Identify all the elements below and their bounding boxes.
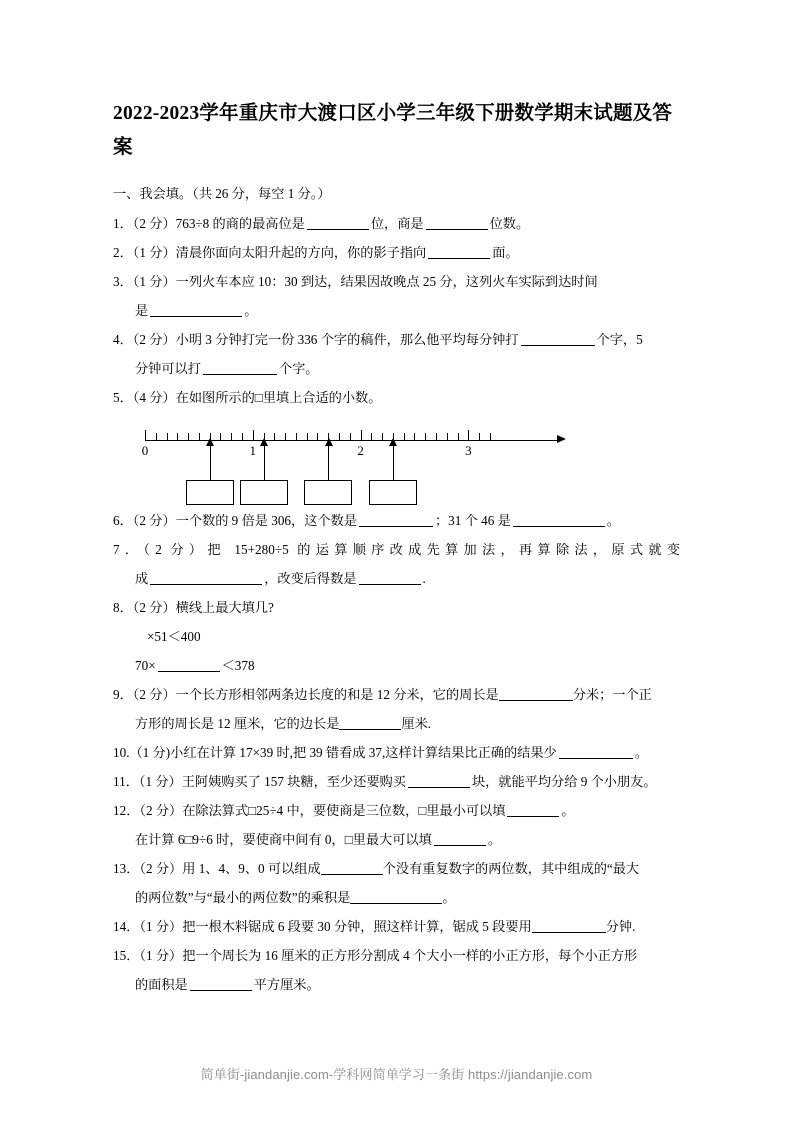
number-line-minor-tick (414, 433, 415, 441)
q10-blank-1[interactable] (559, 744, 633, 759)
page-content (113, 97, 680, 999)
q4-text-b: 个字，5 (596, 332, 643, 347)
q1-blank-1[interactable] (307, 215, 369, 230)
question-10-line-1 (113, 738, 680, 767)
q6-text-b: ；31 个 46 是 (434, 513, 511, 528)
question-7 (113, 535, 680, 593)
number-line-minor-tick (274, 433, 275, 441)
number-line-minor-tick (479, 433, 480, 441)
number-line-answer-box[interactable] (369, 480, 417, 505)
q12-text-b: 。 (561, 803, 575, 818)
q2-text-a: 2．（1 分）清晨你面向太阳升起的方向，你的影子指向 (113, 245, 427, 260)
page-title: 2022-2023学年重庆市大渡口区小学三年级下册数学期末试题及答案 (113, 103, 673, 158)
q4-blank-2[interactable] (203, 360, 277, 375)
question-15 (113, 941, 680, 999)
question-5 (113, 383, 680, 412)
question-9 (113, 680, 680, 738)
number-line-answer-box[interactable] (240, 480, 288, 505)
q1-text-b: 位，商是 (370, 216, 424, 231)
number-line-minor-tick (177, 433, 178, 441)
number-line-figure (113, 418, 680, 504)
number-line-answer-box[interactable] (186, 480, 234, 505)
q12-blank-1[interactable] (507, 802, 559, 817)
q3-text-b: 。 (244, 303, 258, 318)
question-3-line-2 (113, 296, 680, 325)
question-14-line-1 (113, 912, 680, 941)
question-13 (113, 854, 680, 912)
q10-text-b: 。 (634, 745, 648, 760)
q12-text-d: 。 (487, 832, 501, 847)
q13-text-c: 的两位数”与“最小的两位数”的乘积是 (135, 890, 351, 905)
q12-text-a: 12．（2 分）在除法算式□25÷4 中，要使商是三位数，□里最小可以填 (113, 803, 506, 818)
number-line-minor-tick (296, 433, 297, 441)
number-line-minor-tick (285, 433, 286, 441)
question-12-line-2 (113, 825, 680, 854)
q4-text-c: 分钟可以打 (135, 361, 201, 376)
q1-text-c: 位数。 (489, 216, 530, 231)
number-line-minor-tick (371, 433, 372, 441)
question-13-line-1 (113, 854, 680, 883)
question-1-line-1 (113, 209, 680, 238)
q4-blank-1[interactable] (521, 331, 595, 346)
q7-text-a: 成 (135, 571, 149, 586)
number-line-minor-tick (199, 433, 200, 441)
number-line-minor-tick (167, 433, 168, 441)
question-12-line-1 (113, 796, 680, 825)
q8-text-c: ＜378 (221, 658, 255, 673)
number-line-minor-tick (156, 433, 157, 441)
number-line-minor-tick (458, 433, 459, 441)
number-line-answer-box[interactable] (304, 480, 352, 505)
footer-watermark: 简单街-jiandanjie.com-学科网简单学习一条街 https://jiandanjie.com (200, 1067, 593, 1082)
question-5-line-1: 5．（4 分）在如图所示的□里填上合适的小数。 (113, 390, 382, 405)
q1-blank-2[interactable] (426, 215, 488, 230)
q11-blank-1[interactable] (408, 773, 470, 788)
q13-text-a: 13．（2 分）用 1、4、9、0 可以组成 (113, 861, 321, 876)
number-line-tick-label: 0 (141, 443, 149, 458)
q6-text-a: 6．（2 分）一个数的 9 倍是 306，这个数是 (113, 513, 357, 528)
number-line-minor-tick (317, 433, 318, 441)
q7-blank-1[interactable] (150, 570, 262, 585)
number-line-minor-tick (307, 433, 308, 441)
number-line-arrow-icon (264, 445, 265, 481)
q12-blank-2[interactable] (434, 831, 486, 846)
q9-blank-1[interactable] (499, 686, 573, 701)
q1-text-a: 1．（2 分）763÷8 的商的最高位是 (113, 216, 305, 231)
q13-text-b: 个没有重复数字的两位数，其中组成的“最大 (382, 861, 640, 876)
section-heading: 一、我会填。（共 26 分，每空 1 分。） (113, 186, 331, 201)
number-line-major-tick (468, 430, 469, 441)
q9-text-b: 分米；一个正 (572, 687, 652, 702)
q14-text-a: 14．（1 分）把一根木料锯成 6 段要 30 分钟，照这样计算，锯成 5 段要用 (113, 919, 532, 934)
number-line-minor-tick (350, 433, 351, 441)
number-line-arrowhead-icon (557, 435, 566, 443)
q12-text-c: 在计算 6□9÷6 时，要使商中间有 0，□里最大可以填 (135, 832, 432, 847)
q15-blank-1[interactable] (190, 976, 252, 991)
question-2 (113, 238, 680, 267)
question-9-line-1 (113, 680, 680, 709)
q6-blank-1[interactable] (359, 512, 433, 527)
q8-blank-1[interactable] (158, 657, 220, 672)
q6-blank-2[interactable] (513, 512, 605, 527)
question-4 (113, 325, 680, 383)
question-9-line-2 (113, 709, 680, 738)
q11-text-b: 块，就能平均分给 9 个小朋友。 (471, 774, 657, 789)
number-line-minor-tick (242, 433, 243, 441)
number-line-minor-tick (436, 433, 437, 441)
question-2-line-1 (113, 238, 680, 267)
q4-text-a: 4．（2 分）小明 3 分钟打完一份 336 个字的稿件，那么他平均每分钟打 (113, 332, 519, 347)
q15-text-a: 的面积是 (135, 977, 188, 992)
q9-text-d: 厘米. (401, 716, 432, 731)
q3-blank-1[interactable] (150, 302, 242, 317)
question-6 (113, 506, 680, 535)
number-line-tick-label: 3 (465, 443, 472, 458)
q14-blank-1[interactable] (532, 918, 606, 933)
number-line-arrow-icon (328, 445, 329, 481)
question-4-line-2 (113, 354, 680, 383)
number-line-minor-tick (447, 433, 448, 441)
number-line-minor-tick (490, 433, 491, 441)
question-8-line-2 (113, 622, 680, 651)
number-line-tick-label: 2 (357, 443, 364, 458)
number-line-tick-label: 1 (249, 443, 257, 458)
number-line-major-tick (361, 430, 362, 441)
number-line-major-tick (145, 430, 146, 441)
question-13-line-2 (113, 883, 680, 912)
question-11-line-1 (113, 767, 680, 796)
q13-blank-1[interactable] (321, 860, 383, 875)
question-7-line-2 (113, 564, 680, 593)
q13-blank-2[interactable] (350, 889, 442, 904)
question-8 (113, 593, 680, 680)
number-line-minor-tick (404, 433, 405, 441)
number-line-minor-tick (339, 433, 340, 441)
number-line-minor-tick (231, 433, 232, 441)
q2-text-b: 面。 (492, 245, 519, 260)
question-3 (113, 267, 680, 325)
q15-text-b: 平方厘米。 (253, 977, 320, 992)
q7-blank-2[interactable] (359, 570, 421, 585)
q9-blank-2[interactable] (339, 715, 401, 730)
number-line-minor-tick (188, 433, 189, 441)
question-6-line-1 (113, 506, 680, 535)
question-14 (113, 912, 680, 941)
question-12 (113, 796, 680, 854)
q9-text-c: 方形的周长是 12 厘米，它的边长是 (135, 716, 340, 731)
q11-text-a: 11．（1 分）王阿姨购买了 157 块糖，至少还要购买 (113, 774, 406, 789)
question-4-line-1 (113, 325, 680, 354)
question-1 (113, 209, 680, 238)
number-line-minor-tick (382, 433, 383, 441)
question-15-line-2 (113, 970, 680, 999)
question-8-line-3 (113, 651, 680, 680)
question-7-line-1: 7．（2 分）把 15+280÷5 的运算顺序改成先算加法，再算除法，原式就变 (113, 542, 680, 557)
q8-text-a: ×51＜400 (147, 629, 201, 644)
question-3-line-1: 3．（1 分）一列火车本应 10：30 到达，结果因故晚点 25 分，这列火车实际到达时间 (113, 274, 598, 289)
question-8-line-1: 8．（2 分）横线上最大填几? (113, 600, 274, 615)
q10-text-a: 10.（1 分)小红在计算 17×39 时,把 39 错看成 37,这样计算结果比正确的结果少 (113, 745, 557, 760)
number-line-major-tick (253, 430, 254, 441)
q2-blank-1[interactable] (428, 244, 490, 259)
number-line-arrow-icon (210, 445, 211, 481)
q14-text-b: 分钟. (605, 919, 636, 934)
q3-text-a: 是 (135, 303, 149, 318)
q7-text-c: . (422, 571, 426, 586)
q8-text-b: 70× (135, 658, 156, 673)
q7-text-b: ，改变后得数是 (264, 571, 357, 586)
q4-text-d: 个字。 (278, 361, 319, 376)
question-10 (113, 738, 680, 767)
question-15-line-1: 15．（1 分）把一个周长为 16 厘米的正方形分割成 4 个大小一样的小正方形，每个小正方形 (113, 948, 638, 963)
q9-text-a: 9．（2 分）一个长方形相邻两条边长度的和是 12 分米，它的周长是 (113, 687, 499, 702)
question-11 (113, 767, 680, 796)
q13-text-d: 。 (442, 890, 456, 905)
q6-text-c: 。 (606, 513, 620, 528)
number-line-arrow-icon (393, 445, 394, 481)
number-line-minor-tick (425, 433, 426, 441)
number-line-minor-tick (220, 433, 221, 441)
